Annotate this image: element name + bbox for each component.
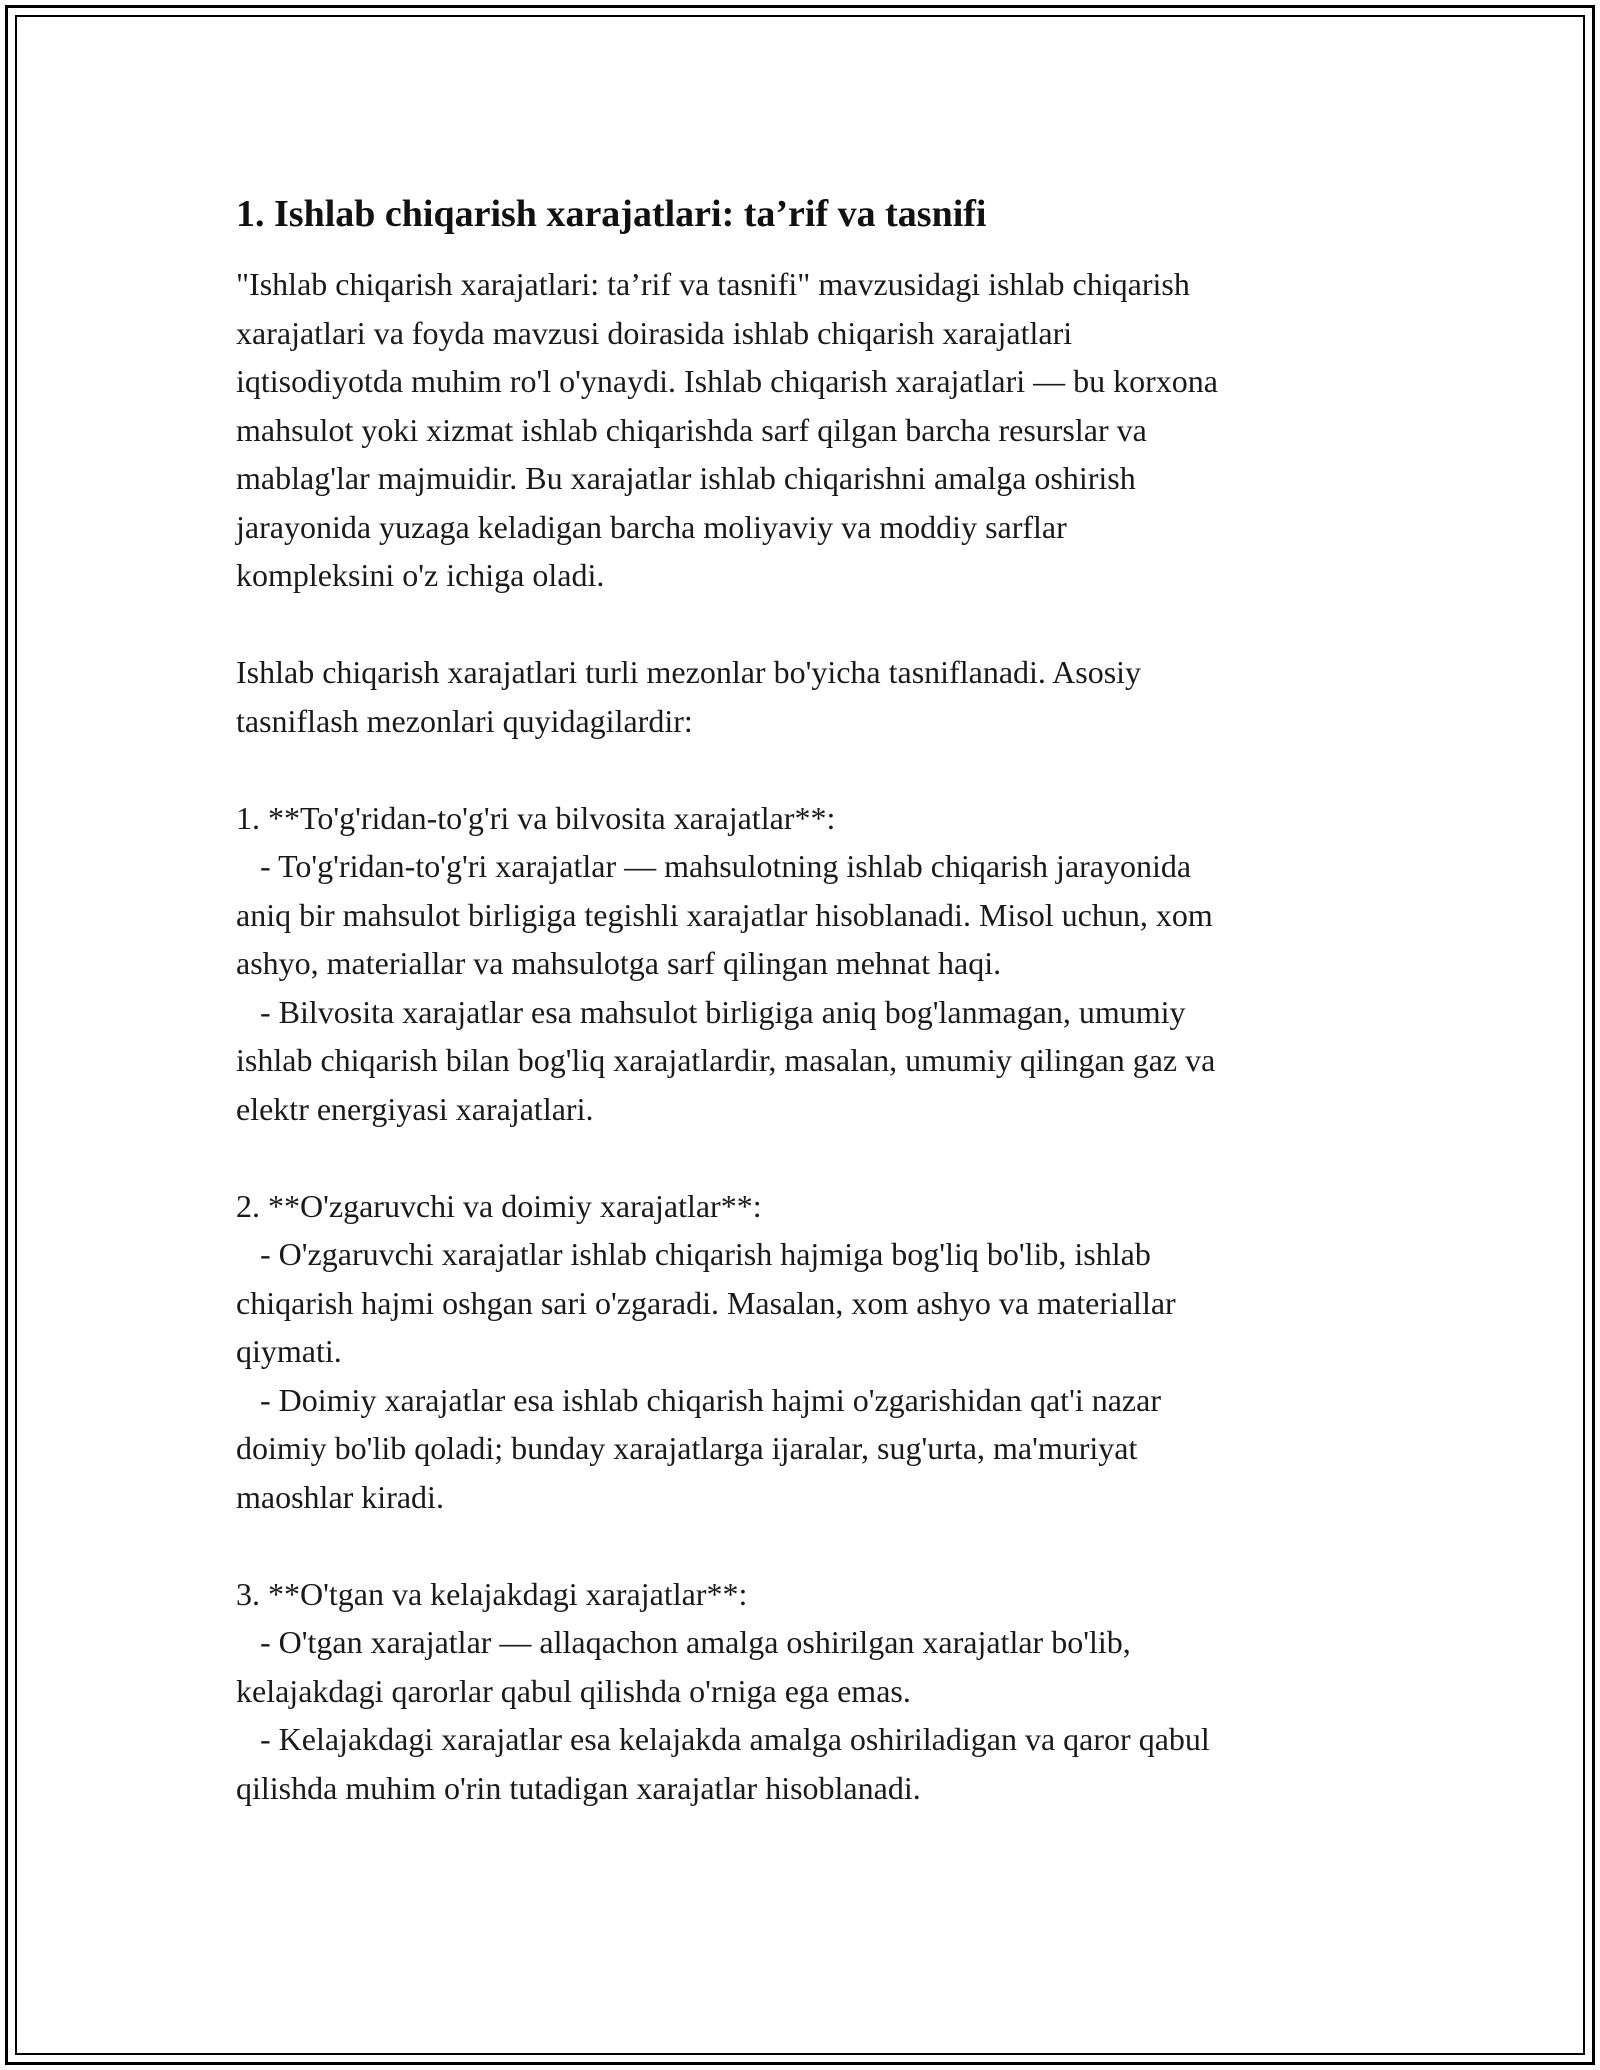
intro-paragraph: "Ishlab chiqarish xarajatlari: ta’rif va tasnifi" mavzusidagi ishlab chiqarish xarajatlari va foyda mavzusi doirasida ishlab chiqarish xarajatlari iqtisodiyotda muhim ro'l o'ynaydi. Ishlab chiqarish xarajatlari — bu korxona mahsulot yoki xizmat ishlab chiqarishda sarf qilgan barcha resurslar va mablag'lar majmuidir. Bu xarajatlar ishlab chiqarishni amalga oshirish jarayonida yuzaga keladigan barcha moliyaviy va moddiy sarflar kompleksini o'z ichiga oladi. <box>236 266 1218 593</box>
list-item: - Bilvosita xarajatlar esa mahsulot birligiga aniq bog'lanmagan, umumiy ishlab chiqarish bilan bog'liq xarajatlardir, masalan, umumiy qilingan gaz va elektr energiyasi xarajatlari. <box>236 993 1216 1127</box>
list-item: - Doimiy xarajatlar esa ishlab chiqarish hajmi o'zgarishidan qat'i nazar doimiy bo'lib qoladi; bunday xarajatlarga ijaralar, sug'urta, ma'muriyat maoshlar kiradi. <box>236 1381 1161 1515</box>
paragraph-spacer <box>236 745 1376 794</box>
document-page <box>236 190 1376 1812</box>
section-heading: 3. **O'tgan va kelajakdagi xarajatlar**: <box>236 1575 748 1612</box>
section-direct-indirect <box>236 794 1376 1134</box>
list-item: - To'g'ridan-to'g'ri xarajatlar — mahsulotning ishlab chiqarish jarayonida aniq bir mahsulot birligiga tegishli xarajatlar hisoblanadi. Misol uchun, xom ashyo, materiallar va mahsulotga sarf qilingan mehnat haqi. <box>236 848 1213 981</box>
paragraph-spacer <box>236 600 1376 649</box>
paragraph-spacer <box>236 1521 1376 1570</box>
list-item: - Kelajakdagi xarajatlar esa kelajakda amalga oshiriladigan va qaror qabul qilishda muhim o'rin tutadigan xarajatlar hisoblanadi. <box>236 1721 1210 1806</box>
list-item: - O'tgan xarajatlar — allaqachon amalga oshirilgan xarajatlar bo'lib, kelajakdagi qarorlar qabul qilishda o'rniga ega emas. <box>236 1624 1131 1709</box>
section-variable-fixed <box>236 1182 1376 1522</box>
document-title: 1. Ishlab chiqarish xarajatlari: ta’rif va tasnifi <box>236 193 987 235</box>
list-item: - O'zgaruvchi xarajatlar ishlab chiqarish hajmiga bog'liq bo'lib, ishlab chiqarish hajmi oshgan sari o'zgaradi. Masalan, xom ashyo va materiallar qiymati. <box>236 1236 1176 1369</box>
classification-intro-paragraph: Ishlab chiqarish xarajatlari turli mezonlar bo'yicha tasniflanadi. Asosiy tasniflash mezonlari quyidagilardir: <box>236 654 1142 739</box>
section-heading: 1. **To'g'ridan-to'g'ri va bilvosita xarajatlar**: <box>236 799 836 836</box>
section-past-future <box>236 1570 1376 1813</box>
paragraph-spacer <box>236 1133 1376 1182</box>
section-heading: 2. **O'zgaruvchi va doimiy xarajatlar**: <box>236 1187 762 1224</box>
